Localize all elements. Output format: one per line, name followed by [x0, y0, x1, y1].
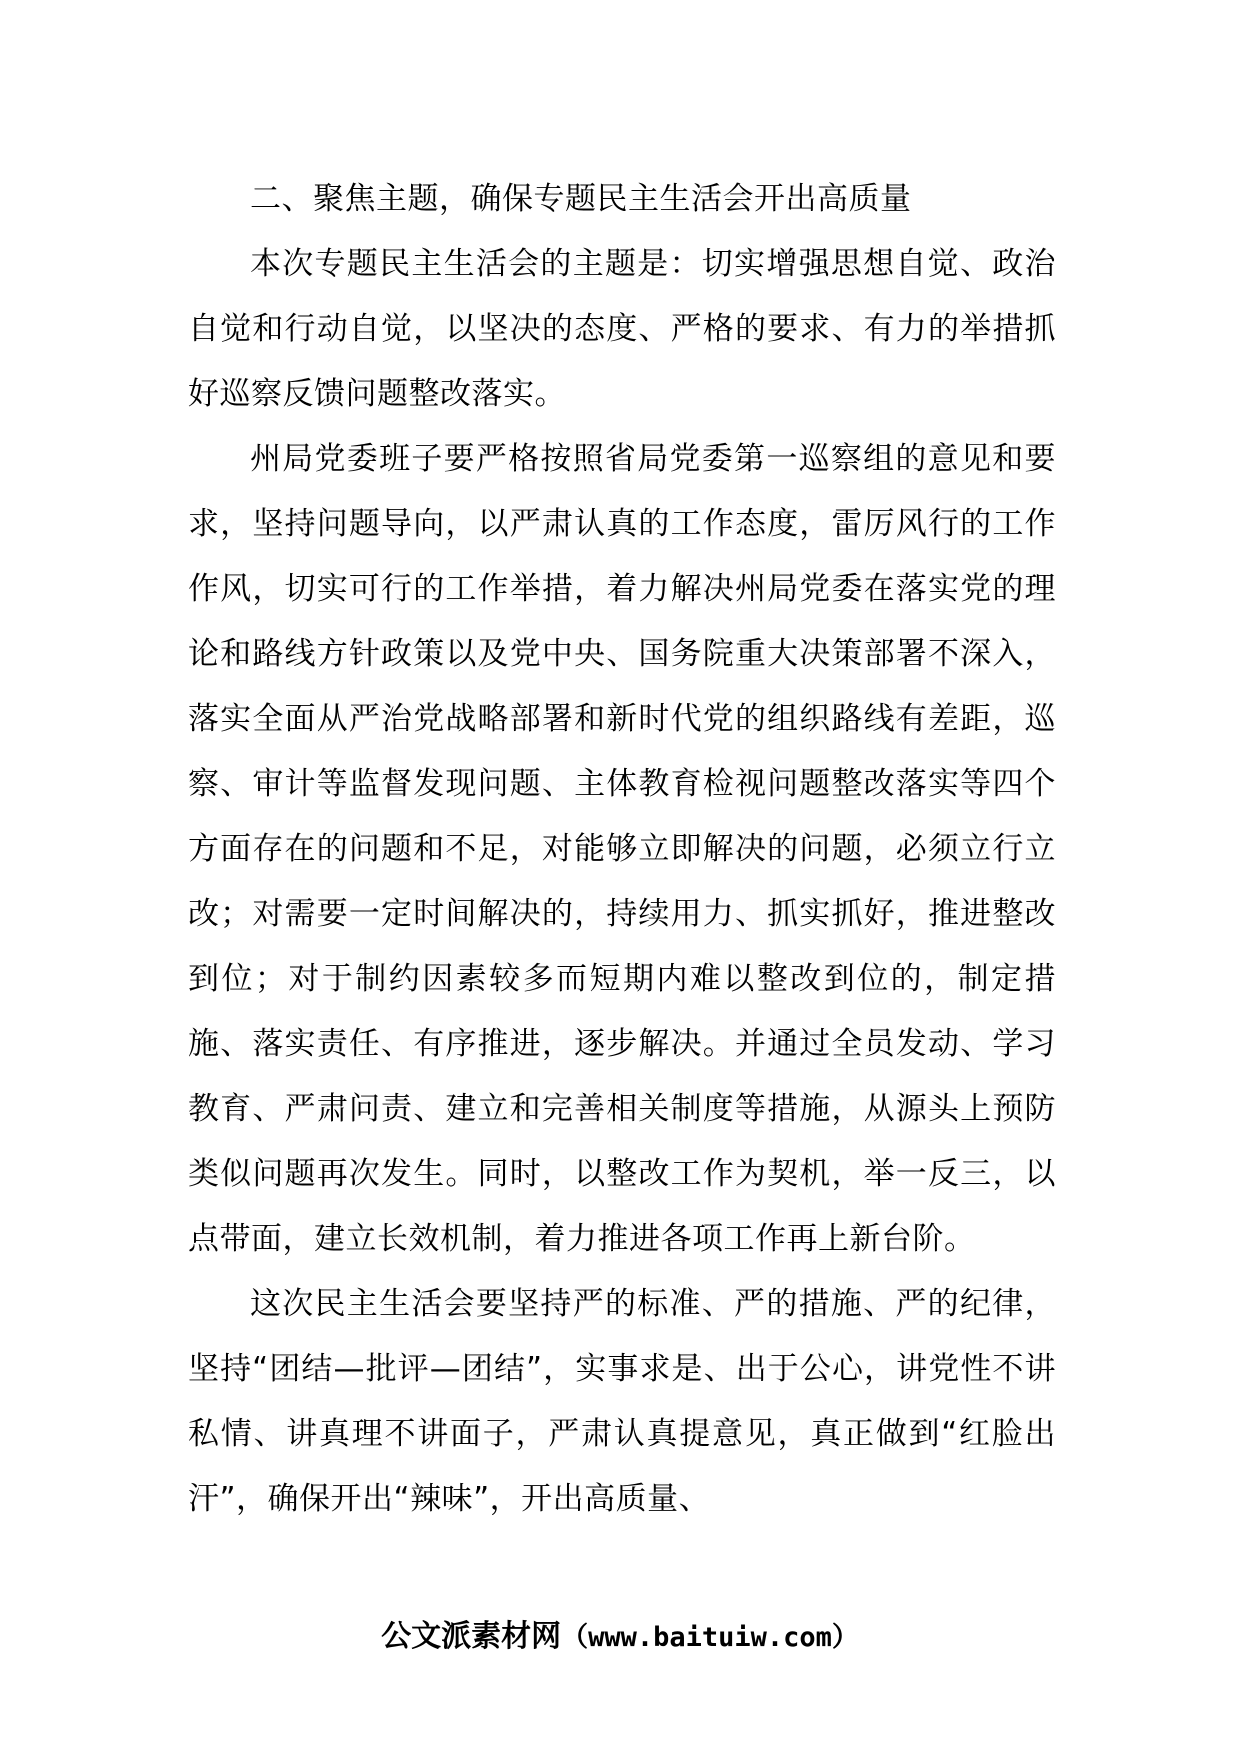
paragraph-theme: 本次专题民主生活会的主题是：切实增强思想自觉、政治自觉和行动自觉，以坚决的态度、严格的要求、有力的举措抓好巡察反馈问题整改落实。	[188, 246, 1056, 412]
document-body	[188, 167, 1056, 1532]
paragraph-standards: 这次民主生活会要坚持严的标准、严的措施、严的纪律，坚持“团结—批评—团结”，实事求是、出于公心，讲党性不讲私情、讲真理不讲面子，严肃认真提意见，真正做到“红脸出汗”，确保开出“辣味”，开出高质量、	[188, 1286, 1056, 1517]
section-heading: 二、聚焦主题，确保专题民主生活会开出高质量	[250, 181, 912, 217]
footer-site-name: 公文派素材网	[381, 1619, 562, 1654]
paragraph-requirements: 州局党委班子要严格按照省局党委第一巡察组的意见和要求，坚持问题导向，以严肃认真的工作态度，雷厉风行的工作作风，切实可行的工作举措，着力解决州局党委在落实党的理论和路线方针政策以及党中央、国务院重大决策部署不深入，落实全面从严治党战略部署和新时代党的组织路线有差距，巡察、审计等监督发现问题、主体教育检视问题整改落实等四个方面存在的问题和不足，对能够立即解决的问题，必须立行立改；对需要一定时间解决的，持续用力、抓实抓好，推进整改到位；对于制约因素较多而短期内难以整改到位的，制定措施、落实责任、有序推进，逐步解决。并通过全员发动、学习教育、严肃问责、建立和完善相关制度等措施，从源头上预防类似问题再次发生。同时，以整改工作为契机，举一反三，以点带面，建立长效机制，着力推进各项工作再上新台阶。	[188, 441, 1056, 1257]
footer-url: （www.baituiw.com）	[561, 1622, 859, 1653]
footer-watermark	[0, 1617, 1240, 1658]
